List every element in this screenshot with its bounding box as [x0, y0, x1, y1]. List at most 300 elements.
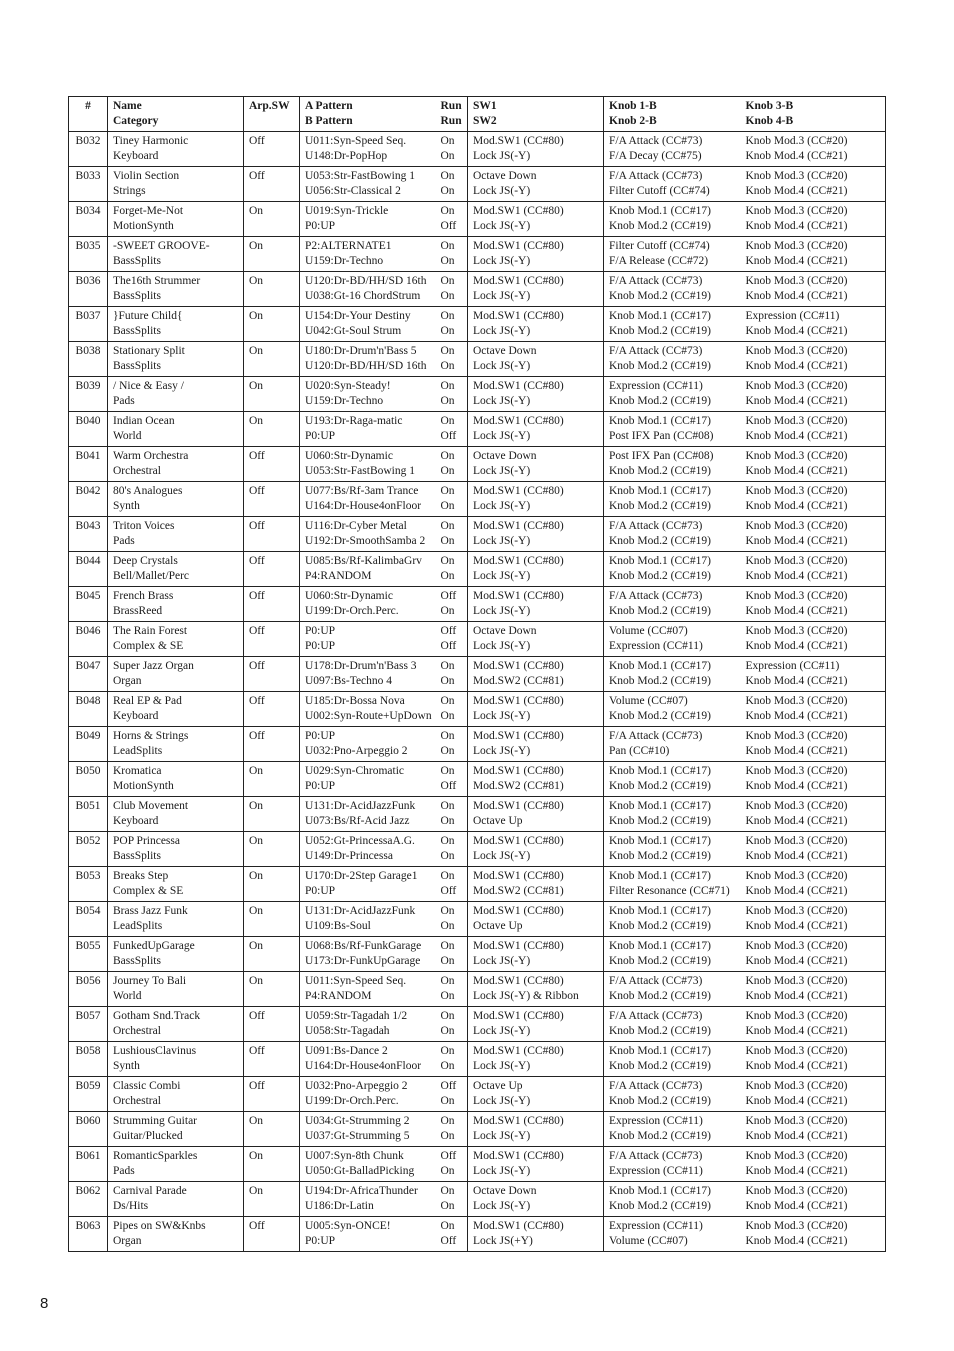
cell-sw — [468, 377, 604, 412]
cell-knob1: Knob Mod.1 (CC#17) — [609, 485, 711, 497]
cell-name-category — [108, 167, 244, 202]
cell-pattern-a: U170:Dr-2Step Garage1 — [305, 870, 418, 882]
cell-knob-1-2 — [604, 902, 741, 937]
cell-run — [436, 307, 468, 342]
cell-category: Synth — [113, 1059, 140, 1072]
cell-sw2: Lock JS(-Y) — [473, 254, 531, 267]
cell-knob4: Knob Mod.4 (CC#21) — [745, 254, 848, 267]
cell-arp — [244, 622, 300, 657]
cell-name: Strumming Guitar — [113, 1115, 198, 1127]
cell-knob-1-2 — [604, 517, 741, 552]
combi-parameter-table — [68, 96, 886, 1252]
cell-run-a: On — [440, 450, 455, 462]
cell-pattern — [300, 657, 436, 692]
table-row — [69, 202, 886, 237]
cell-pattern — [300, 972, 436, 1007]
header-pattern: A Pattern B Pattern — [305, 100, 353, 127]
cell-pattern-b: P0:UP — [305, 429, 336, 442]
cell-arp: On — [249, 765, 264, 777]
cell-run-a: On — [440, 135, 455, 147]
cell-knob3: Knob Mod.3 (CC#20) — [745, 275, 848, 287]
cell-run — [436, 972, 468, 1007]
cell-knob4: Knob Mod.4 (CC#21) — [745, 569, 848, 582]
cell-arp: Off — [249, 1010, 265, 1022]
cell-arp — [244, 587, 300, 622]
cell-knob-1-2 — [604, 237, 741, 272]
cell-name: Classic Combi — [113, 1080, 181, 1092]
cell-sw — [468, 587, 604, 622]
cell-name: Stationary Split — [113, 345, 185, 357]
cell-arp — [244, 377, 300, 412]
cell-arp: On — [249, 975, 264, 987]
cell-knob-3-4 — [741, 692, 886, 727]
cell-sw — [468, 902, 604, 937]
cell-sw1: Mod.SW1 (CC#80) — [473, 1150, 564, 1162]
cell-sw1: Mod.SW1 (CC#80) — [473, 1045, 564, 1057]
cell-knob-1-2 — [604, 1147, 741, 1182]
cell-run-a: Off — [440, 1080, 457, 1092]
cell-name-category — [108, 1077, 244, 1112]
cell-run — [436, 1147, 468, 1182]
cell-name-category — [108, 237, 244, 272]
cell-knob4: Knob Mod.4 (CC#21) — [745, 639, 848, 652]
cell-category: Orchestral — [113, 1024, 161, 1037]
cell-name: -SWEET GROOVE- — [113, 240, 210, 252]
cell-name-category — [108, 412, 244, 447]
cell-pattern-b: U199:Dr-Orch.Perc. — [305, 1094, 399, 1107]
cell-run-b: On — [440, 394, 455, 407]
cell-name: Breaks Step — [113, 870, 169, 882]
cell-knob-1-2 — [604, 832, 741, 867]
cell-num — [69, 1217, 108, 1252]
cell-run-a: On — [440, 1045, 455, 1057]
cell-run — [436, 342, 468, 377]
cell-sw1: Mod.SW1 (CC#80) — [473, 870, 564, 882]
header-num: # — [69, 97, 108, 132]
cell-run-a: On — [440, 555, 455, 567]
cell-pattern-a: U059:Str-Tagadah 1/2 — [305, 1010, 408, 1022]
cell-knob3: Knob Mod.3 (CC#20) — [745, 1150, 848, 1162]
cell-knob1: F/A Attack (CC#73) — [609, 275, 703, 287]
cell-category: BassSplits — [113, 324, 161, 337]
cell-knob-3-4 — [741, 202, 886, 237]
cell-run-b: On — [440, 814, 455, 827]
cell-pattern-a: U085:Bs/Rf-KalimbaGrv — [305, 555, 422, 567]
cell-category: BassSplits — [113, 954, 161, 967]
cell-run-b: Off — [440, 779, 457, 792]
cell-run — [436, 937, 468, 972]
cell-knob1: Knob Mod.1 (CC#17) — [609, 905, 711, 917]
cell-category: Keyboard — [113, 149, 159, 162]
cell-category: LeadSplits — [113, 744, 163, 757]
cell-pattern — [300, 587, 436, 622]
cell-arp — [244, 902, 300, 937]
cell-sw2: Mod.SW2 (CC#81) — [473, 884, 564, 897]
cell-sw1: Mod.SW1 (CC#80) — [473, 905, 564, 917]
cell-sw — [468, 937, 604, 972]
cell-sw — [468, 1007, 604, 1042]
cell-knob-3-4 — [741, 1112, 886, 1147]
cell-num — [69, 832, 108, 867]
cell-knob3: Knob Mod.3 (CC#20) — [745, 870, 848, 882]
cell-arp: Off — [249, 590, 265, 602]
cell-num: B042 — [75, 485, 101, 497]
cell-knob2: Pan (CC#10) — [609, 744, 670, 757]
cell-name: Warm Orchestra — [113, 450, 189, 462]
cell-name: Brass Jazz Funk — [113, 905, 188, 917]
cell-pattern-b: U058:Str-Tagadah — [305, 1024, 390, 1037]
cell-knob-3-4 — [741, 797, 886, 832]
cell-run-a: On — [440, 240, 455, 252]
cell-category: BrassReed — [113, 604, 163, 617]
cell-pattern — [300, 1077, 436, 1112]
cell-pattern-b: U037:Gt-Strumming 5 — [305, 1129, 410, 1142]
cell-knob3: Knob Mod.3 (CC#20) — [745, 520, 848, 532]
cell-num: B052 — [75, 835, 101, 847]
cell-name-category — [108, 902, 244, 937]
table-row — [69, 447, 886, 482]
cell-knob4: Knob Mod.4 (CC#21) — [745, 1094, 848, 1107]
cell-knob1: F/A Attack (CC#73) — [609, 590, 703, 602]
cell-knob1: Knob Mod.1 (CC#17) — [609, 415, 711, 427]
cell-name-category — [108, 762, 244, 797]
cell-knob1: F/A Attack (CC#73) — [609, 975, 703, 987]
cell-category: Complex & SE — [113, 884, 184, 897]
cell-arp: Off — [249, 555, 265, 567]
cell-pattern — [300, 517, 436, 552]
cell-num — [69, 377, 108, 412]
cell-run-b: On — [440, 534, 455, 547]
cell-sw2: Lock JS(-Y) & Ribbon — [473, 989, 579, 1002]
cell-arp: Off — [249, 450, 265, 462]
cell-sw1: Mod.SW1 (CC#80) — [473, 940, 564, 952]
cell-sw1: Mod.SW1 (CC#80) — [473, 380, 564, 392]
cell-arp: On — [249, 310, 264, 322]
cell-knob-1-2 — [604, 202, 741, 237]
cell-run-a: On — [440, 1220, 455, 1232]
cell-sw1: Octave Down — [473, 1185, 537, 1197]
cell-name-category — [108, 867, 244, 902]
cell-name-category — [108, 587, 244, 622]
cell-pattern-b: U164:Dr-House4onFloor — [305, 499, 422, 512]
cell-knob1: Expression (CC#11) — [609, 1220, 703, 1232]
cell-arp — [244, 727, 300, 762]
cell-sw — [468, 622, 604, 657]
cell-knob3: Knob Mod.3 (CC#20) — [745, 765, 848, 777]
cell-arp — [244, 342, 300, 377]
cell-run — [436, 132, 468, 167]
cell-knob-3-4 — [741, 1217, 886, 1252]
table-row — [69, 377, 886, 412]
cell-pattern-a: U077:Bs/Rf-3am Trance — [305, 485, 419, 497]
cell-arp — [244, 797, 300, 832]
cell-knob4: Knob Mod.4 (CC#21) — [745, 744, 848, 757]
cell-knob1: F/A Attack (CC#73) — [609, 1080, 703, 1092]
cell-knob-1-2 — [604, 727, 741, 762]
cell-num: B057 — [75, 1010, 101, 1022]
cell-num — [69, 622, 108, 657]
cell-knob4: Knob Mod.4 (CC#21) — [745, 1164, 848, 1177]
cell-knob1: Expression (CC#11) — [609, 380, 703, 392]
cell-num — [69, 657, 108, 692]
cell-arp — [244, 657, 300, 692]
cell-num: B036 — [75, 275, 101, 287]
cell-knob2: Knob Mod.2 (CC#19) — [609, 394, 711, 407]
cell-knob1: Knob Mod.1 (CC#17) — [609, 660, 711, 672]
cell-run-a: On — [440, 1010, 455, 1022]
cell-arp: On — [249, 415, 264, 427]
cell-knob-3-4 — [741, 412, 886, 447]
cell-knob-3-4 — [741, 1147, 886, 1182]
cell-num — [69, 1112, 108, 1147]
header-knob-3-4: Knob 3-B Knob 4-B — [741, 97, 886, 132]
cell-knob-3-4 — [741, 1042, 886, 1077]
cell-pattern-b: U056:Str-Classical 2 — [305, 184, 401, 197]
cell-name-category — [108, 447, 244, 482]
cell-num: B048 — [75, 695, 101, 707]
cell-run — [436, 622, 468, 657]
cell-sw — [468, 202, 604, 237]
cell-sw2: Lock JS(-Y) — [473, 149, 531, 162]
cell-pattern-a: U193:Dr-Raga-matic — [305, 415, 403, 427]
cell-knob1: Knob Mod.1 (CC#17) — [609, 1045, 711, 1057]
cell-num — [69, 1077, 108, 1112]
cell-sw — [468, 972, 604, 1007]
cell-run-b: On — [440, 709, 455, 722]
cell-knob-1-2 — [604, 587, 741, 622]
cell-arp — [244, 1147, 300, 1182]
cell-knob2: Expression (CC#11) — [609, 1164, 703, 1177]
table-row — [69, 1182, 886, 1217]
cell-name: Kromatica — [113, 765, 162, 777]
cell-num: B037 — [75, 310, 101, 322]
cell-pattern-b: P4:RANDOM — [305, 569, 372, 582]
cell-pattern-b: U159:Dr-Techno — [305, 254, 384, 267]
cell-knob3: Knob Mod.3 (CC#20) — [745, 1115, 848, 1127]
cell-knob2: Expression (CC#11) — [609, 639, 703, 652]
header-knob-1-2: Knob 1-B Knob 2-B — [609, 100, 657, 127]
cell-name: Super Jazz Organ — [113, 660, 194, 672]
cell-knob3: Knob Mod.3 (CC#20) — [745, 1185, 848, 1197]
cell-knob1: Knob Mod.1 (CC#17) — [609, 940, 711, 952]
cell-arp: On — [249, 380, 264, 392]
cell-num: B050 — [75, 765, 101, 777]
cell-arp: On — [249, 345, 264, 357]
table-row — [69, 587, 886, 622]
cell-name: Forget-Me-Not — [113, 205, 184, 217]
cell-num — [69, 797, 108, 832]
cell-pattern-a: U032:Pno-Arpeggio 2 — [305, 1080, 408, 1092]
cell-arp — [244, 412, 300, 447]
cell-run-b: On — [440, 604, 455, 617]
cell-knob1: Knob Mod.1 (CC#17) — [609, 555, 711, 567]
cell-pattern-b: U173:Dr-FunkUpGarage — [305, 954, 421, 967]
cell-name-category — [108, 797, 244, 832]
cell-knob2: Knob Mod.2 (CC#19) — [609, 709, 711, 722]
cell-num — [69, 447, 108, 482]
cell-sw — [468, 1112, 604, 1147]
cell-run — [436, 832, 468, 867]
cell-arp: Off — [249, 730, 265, 742]
cell-sw2: Lock JS(-Y) — [473, 324, 531, 337]
cell-arp — [244, 832, 300, 867]
cell-arp: On — [249, 275, 264, 287]
cell-arp: On — [249, 1115, 264, 1127]
cell-knob-1-2 — [604, 482, 741, 517]
cell-run-a: On — [440, 205, 455, 217]
cell-num — [69, 1042, 108, 1077]
cell-name: Journey To Bali — [113, 975, 187, 987]
cell-sw2: Lock JS(-Y) — [473, 184, 531, 197]
cell-run — [436, 797, 468, 832]
cell-pattern — [300, 447, 436, 482]
cell-knob4: Knob Mod.4 (CC#21) — [745, 1199, 848, 1212]
cell-knob-1-2 — [604, 1007, 741, 1042]
cell-knob2: Knob Mod.2 (CC#19) — [609, 1129, 711, 1142]
cell-knob4: Knob Mod.4 (CC#21) — [745, 1024, 848, 1037]
cell-pattern-a: U029:Syn-Chromatic — [305, 765, 405, 777]
cell-run-a: Off — [440, 590, 457, 602]
cell-pattern — [300, 832, 436, 867]
cell-run-b: Off — [440, 1234, 457, 1247]
cell-pattern — [300, 1217, 436, 1252]
cell-sw1: Mod.SW1 (CC#80) — [473, 555, 564, 567]
cell-knob2: F/A Release (CC#72) — [609, 254, 709, 267]
cell-arp: Off — [249, 170, 265, 182]
cell-pattern-b: P0:UP — [305, 884, 336, 897]
cell-knob3: Knob Mod.3 (CC#20) — [745, 170, 848, 182]
cell-name: FunkedUpGarage — [113, 940, 195, 952]
cell-pattern-a: U091:Bs-Dance 2 — [305, 1045, 388, 1057]
cell-sw1: Octave Down — [473, 345, 537, 357]
cell-arp — [244, 132, 300, 167]
cell-pattern-b: U199:Dr-Orch.Perc. — [305, 604, 399, 617]
cell-knob1: Knob Mod.1 (CC#17) — [609, 835, 711, 847]
cell-num — [69, 1182, 108, 1217]
cell-category: Keyboard — [113, 709, 159, 722]
cell-run — [436, 902, 468, 937]
cell-knob4: Knob Mod.4 (CC#21) — [745, 814, 848, 827]
cell-pattern — [300, 342, 436, 377]
cell-pattern-a: U116:Dr-Cyber Metal — [305, 520, 407, 532]
cell-knob1: F/A Attack (CC#73) — [609, 1150, 703, 1162]
cell-sw1: Mod.SW1 (CC#80) — [473, 765, 564, 777]
cell-arp — [244, 1217, 300, 1252]
cell-num: B060 — [75, 1115, 101, 1127]
cell-knob-3-4 — [741, 1077, 886, 1112]
cell-run-b: On — [440, 849, 455, 862]
cell-sw2: Mod.SW2 (CC#81) — [473, 779, 564, 792]
cell-knob1: F/A Attack (CC#73) — [609, 135, 703, 147]
table-row — [69, 1147, 886, 1182]
cell-pattern — [300, 1182, 436, 1217]
cell-arp — [244, 762, 300, 797]
cell-run — [436, 1182, 468, 1217]
cell-name: / Nice & Easy / — [113, 380, 184, 392]
cell-pattern-a: U011:Syn-Speed Seq. — [305, 975, 407, 987]
cell-sw1: Mod.SW1 (CC#80) — [473, 310, 564, 322]
cell-sw1: Mod.SW1 (CC#80) — [473, 415, 564, 427]
cell-knob2: Knob Mod.2 (CC#19) — [609, 779, 711, 792]
cell-name: Pipes on SW&Knbs — [113, 1220, 206, 1232]
cell-knob4: Knob Mod.4 (CC#21) — [745, 464, 848, 477]
cell-arp: Off — [249, 485, 265, 497]
cell-name-category — [108, 972, 244, 1007]
cell-name: RomanticSparkles — [113, 1150, 198, 1162]
cell-name: Carnival Parade — [113, 1185, 187, 1197]
cell-sw1: Mod.SW1 (CC#80) — [473, 275, 564, 287]
cell-sw — [468, 762, 604, 797]
cell-run-b: On — [440, 1164, 455, 1177]
cell-pattern-a: U034:Gt-Strumming 2 — [305, 1115, 410, 1127]
cell-num — [69, 517, 108, 552]
cell-sw — [468, 412, 604, 447]
cell-num — [69, 307, 108, 342]
header-arp: Arp.SW — [244, 97, 300, 132]
cell-pattern-a: U120:Dr-BD/HH/SD 16th — [305, 275, 427, 287]
cell-run-a: On — [440, 520, 455, 532]
cell-name-category — [108, 272, 244, 307]
cell-arp: Off — [249, 520, 265, 532]
cell-pattern-b: U042:Gt-Soul Strum — [305, 324, 402, 337]
cell-run-b: On — [440, 989, 455, 1002]
cell-arp — [244, 237, 300, 272]
cell-sw — [468, 1077, 604, 1112]
cell-run-b: On — [440, 744, 455, 757]
cell-name: The16th Strummer — [113, 275, 201, 287]
cell-run-a: On — [440, 975, 455, 987]
cell-name-category — [108, 202, 244, 237]
cell-knob-1-2 — [604, 692, 741, 727]
cell-knob-3-4 — [741, 1182, 886, 1217]
cell-run-b: On — [440, 499, 455, 512]
cell-name: Deep Crystals — [113, 555, 178, 567]
cell-knob2: Knob Mod.2 (CC#19) — [609, 464, 711, 477]
cell-sw — [468, 1182, 604, 1217]
cell-knob4: Knob Mod.4 (CC#21) — [745, 779, 848, 792]
cell-num: B058 — [75, 1045, 101, 1057]
cell-knob2: Knob Mod.2 (CC#19) — [609, 359, 711, 372]
cell-num: B041 — [75, 450, 101, 462]
cell-sw2: Lock JS(-Y) — [473, 394, 531, 407]
cell-pattern-b: U120:Dr-BD/HH/SD 16th — [305, 359, 427, 372]
cell-run-a: On — [440, 275, 455, 287]
cell-knob-3-4 — [741, 307, 886, 342]
cell-num — [69, 692, 108, 727]
cell-sw — [468, 272, 604, 307]
cell-name: The Rain Forest — [113, 625, 188, 637]
cell-sw1: Octave Down — [473, 170, 537, 182]
cell-name: Club Movement — [113, 800, 189, 812]
cell-knob2: Volume (CC#07) — [609, 1234, 688, 1247]
cell-num — [69, 412, 108, 447]
table-row — [69, 237, 886, 272]
cell-run-b: On — [440, 1024, 455, 1037]
table-row — [69, 867, 886, 902]
table-row — [69, 132, 886, 167]
cell-num: B039 — [75, 380, 101, 392]
cell-arp — [244, 1077, 300, 1112]
cell-category: Organ — [113, 674, 142, 687]
cell-run-b: Off — [440, 429, 457, 442]
cell-sw2: Lock JS(-Y) — [473, 534, 531, 547]
cell-pattern — [300, 1007, 436, 1042]
cell-knob2: Knob Mod.2 (CC#19) — [609, 1094, 711, 1107]
cell-sw2: Octave Up — [473, 814, 523, 827]
cell-arp — [244, 937, 300, 972]
cell-knob-3-4 — [741, 762, 886, 797]
cell-name: 80's Analogues — [113, 485, 183, 497]
